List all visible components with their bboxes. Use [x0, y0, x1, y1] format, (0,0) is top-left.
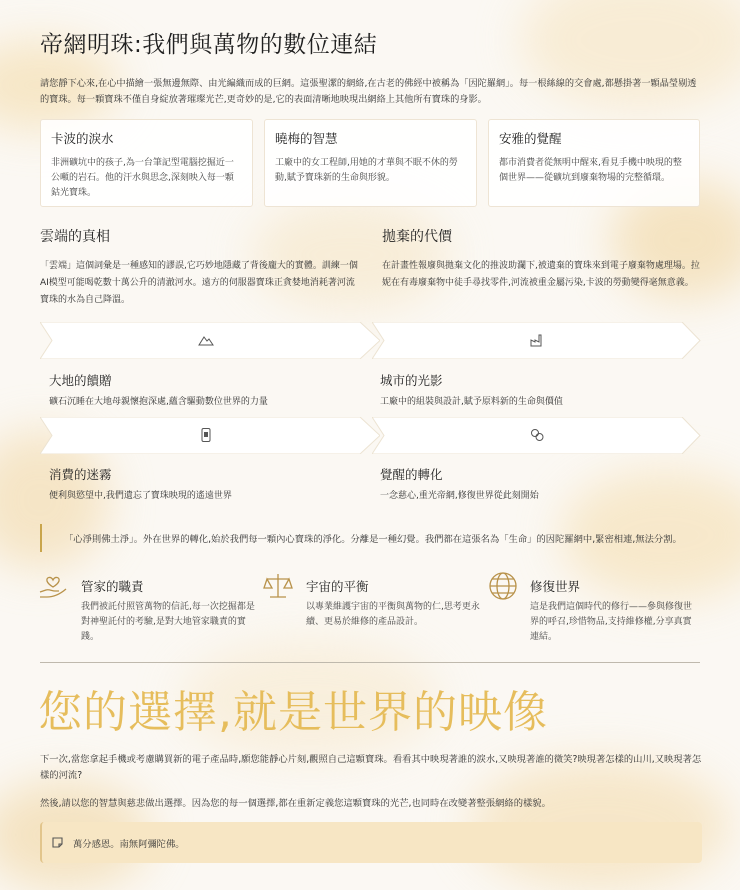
card-title: 曉梅的智慧: [275, 131, 338, 146]
recycle-icon: [529, 427, 545, 443]
factory-icon: [529, 332, 545, 348]
flow-title: 城市的光影: [380, 373, 443, 388]
flow-step-awaken: [372, 417, 702, 454]
card-text: 非洲礦坑中的孩子,為一台筆記型電腦挖掘近一公噸的岩石。他的汗水與思念,深刻映入每一顆鈷光寶珠。: [51, 158, 234, 198]
flow-title: 覺醒的轉化: [380, 467, 443, 482]
flow-step-consume: [40, 417, 380, 454]
card-text: 都市消費者從無明中醒來,看見手機中映現的整個世界——從礦坑到廢棄物場的完整循環。: [499, 158, 682, 183]
flow-step-city: [372, 322, 702, 359]
value-title: 修復世界: [530, 579, 581, 594]
section-text: 在計畫性報廢與拋棄文化的推波助瀾下,被遺棄的寶珠來到電子廢棄物處理場。拉妮在有毒廢棄物中徒手尋找零件,河流被重金屬污染,卡波的勞動變得毫無意義。: [382, 261, 700, 288]
blockquote: 「心淨則佛土淨」。外在世界的轉化,始於我們每一顆內心寶珠的淨化。分離是一種幻覺。我們都在這張名為「生命」的因陀羅網中,緊密相連,無法分割。: [40, 524, 728, 552]
note-icon: [51, 836, 64, 849]
flow-text: 工廠中的組裝與設計,賦予原料新的生命與價值: [380, 397, 563, 407]
section-title: 拋棄的代價: [382, 229, 452, 245]
section-title: 雲端的真相: [40, 229, 110, 245]
divider: [40, 662, 700, 663]
section-cloud-truth: [40, 226, 360, 309]
gratitude-note: [40, 822, 702, 863]
note-text: 萬分感恩。南無阿彌陀佛。: [73, 839, 185, 850]
caring-hand-icon: [37, 570, 69, 602]
phone-icon: [198, 427, 214, 443]
story-card-anya: [488, 119, 700, 207]
section-discard-cost: [382, 226, 702, 292]
value-title: 宇宙的平衡: [306, 579, 369, 594]
closing-paragraph: 然後,請以您的智慧與慈悲做出選擇。因為您的每一個選擇,都在重新定義您這顆寶珠的光芒,也同時在改變著整張網絡的樣貌。: [40, 798, 551, 809]
value-text: 我們被託付照管萬物的信託,每一次挖掘都是對神聖託付的考驗,是對大地管家職責的實踐。: [81, 602, 255, 642]
flow-title: 消費的迷霧: [49, 467, 112, 482]
card-title: 安雅的覺醒: [499, 131, 562, 146]
globe-icon: [487, 570, 519, 602]
headline: 您的選擇,就是世界的映像: [38, 687, 548, 738]
card-text: 工廠中的女工程師,用她的才華與不眠不休的勞動,賦予寶珠新的生命與形貌。: [275, 158, 458, 183]
balance-scale-icon: [262, 570, 294, 602]
flow-step-earth: [40, 322, 380, 359]
value-title: 管家的職責: [81, 579, 144, 594]
value-text: 以專業維護宇宙的平衡與萬物的仁,思考更永續、更易於維修的產品設計。: [306, 602, 480, 627]
flow-text: 礦石沉睡在大地母親懷抱深處,蘊含驅動數位世界的力量: [49, 397, 268, 407]
mountain-icon: [198, 332, 214, 348]
section-text: 「雲端」這個詞彙是一種感知的謬誤,它巧妙地隱藏了背後龐大的實體。訓練一個AI模型可能喝乾數十萬公升的清澈河水。遠方的伺服器寶珠正貪婪地消耗著河流寶珠的水為自己降溫。: [40, 261, 358, 305]
card-title: 卡波的淚水: [51, 131, 114, 146]
flow-title: 大地的饋贈: [49, 373, 112, 388]
flow-text: 一念慈心,重光帝網,修復世界從此刻開始: [380, 491, 539, 501]
story-card-xiaomei: [264, 119, 477, 207]
intro-paragraph: 請您靜下心來,在心中描繪一張無邊無際、由光編織而成的巨網。這張聖潔的網絡,在古老的佛經中被稱為「因陀羅網」。每一根絲線的交會處,都懸掛著一顆晶瑩剔透的寶珠。每一顆寶珠不僅自身綻放著璀璨光芒,更奇妙的是,它的表面清晰地映現出網絡上其他所有寶珠的身影。: [40, 78, 697, 105]
page-title: 帝網明珠:我們與萬物的數位連結: [40, 32, 378, 58]
value-text: 這是我們這個時代的修行——參與修復世界的呼召,珍惜物品,支持維修權,分享真實連結。: [530, 602, 693, 642]
story-card-kabo: [40, 119, 253, 207]
flow-text: 便利與慾望中,我們遺忘了寶珠映現的遙遠世界: [49, 491, 232, 501]
closing-paragraph: 下一次,當您拿起手機或考慮購買新的電子產品時,願您能靜心片刻,觀照自己這顆寶珠。看看其中映現著誰的淚水,又映現著誰的微笑?映現著怎樣的山川,又映現著怎樣的河流?: [40, 754, 702, 781]
